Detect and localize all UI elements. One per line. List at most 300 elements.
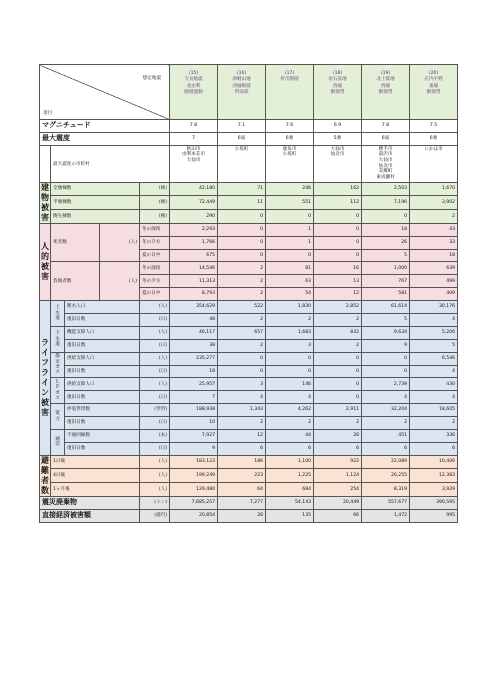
value-cell: 188,938 bbox=[170, 404, 218, 417]
value-cell: 1,225 bbox=[266, 469, 314, 483]
value-cell: 5 bbox=[362, 314, 410, 327]
value-cell: 5 bbox=[410, 339, 458, 352]
city-name: 美郷町 bbox=[378, 169, 393, 175]
value-cell: 162 bbox=[314, 182, 362, 196]
lifeline-subgroup-label: 電 力 bbox=[51, 404, 65, 430]
value-cell: 2 bbox=[314, 314, 362, 327]
table-row bbox=[40, 262, 458, 275]
city-name: 大仙市 bbox=[186, 157, 201, 163]
value-cell: 0 bbox=[218, 210, 266, 224]
value-cell: 499 bbox=[410, 275, 458, 288]
city-name: 横手市 bbox=[378, 146, 393, 152]
value-cell: 767 bbox=[362, 275, 410, 288]
value-cell: 81 bbox=[266, 262, 314, 275]
value-cell: 223 bbox=[218, 469, 266, 483]
value-cell: 4 bbox=[410, 391, 458, 404]
value-cell: 290 bbox=[170, 210, 218, 224]
value-cell: 7,277 bbox=[218, 496, 266, 509]
value-cell: 6 bbox=[362, 442, 410, 455]
scenario-header-line: (16) bbox=[236, 71, 247, 76]
value-cell: 832 bbox=[314, 326, 362, 339]
value-cell: 3 bbox=[218, 378, 266, 391]
item-label: 項目 bbox=[43, 110, 53, 116]
value-cell: 135 bbox=[266, 509, 314, 522]
scenario-header-line: 西縁 bbox=[332, 83, 343, 89]
value-cell: 4 bbox=[362, 391, 410, 404]
scenario-header-line: (15) bbox=[188, 71, 199, 76]
value-cell: 43 bbox=[410, 223, 458, 236]
value-cell: 1,000 bbox=[362, 262, 410, 275]
value-cell: 0 bbox=[362, 365, 410, 378]
table-row bbox=[40, 301, 458, 314]
value-cell: 1,343 bbox=[218, 404, 266, 417]
table-row bbox=[40, 326, 458, 339]
unit-label: (人) bbox=[140, 301, 170, 314]
value-cell: 26,255 bbox=[362, 469, 410, 483]
scenario-header-line: 帝石設地 bbox=[328, 77, 347, 83]
value-cell: 2 bbox=[218, 275, 266, 288]
value-cell: 146 bbox=[266, 378, 314, 391]
unit-label: (日) bbox=[140, 339, 170, 352]
unit-label: (人) bbox=[100, 223, 140, 262]
value-cell: 30,176 bbox=[410, 301, 458, 314]
value-cell: 28 bbox=[218, 509, 266, 522]
table-row bbox=[40, 365, 458, 378]
value-cell: 54,143 bbox=[266, 496, 314, 509]
city-name: 秋田市 bbox=[186, 146, 201, 152]
value-cell: 581 bbox=[362, 288, 410, 301]
city-name: 東成瀬村 bbox=[376, 174, 395, 180]
magnitude-value: 7.8 bbox=[170, 120, 218, 133]
value-cell: 4 bbox=[218, 391, 266, 404]
unit-label: (人) bbox=[140, 469, 170, 483]
value-cell: 1,766 bbox=[170, 236, 218, 249]
time-of-day-label: 冬の深夜 bbox=[140, 262, 170, 275]
table-row bbox=[40, 145, 458, 182]
value-cell: 336 bbox=[410, 430, 458, 443]
max-intensity-city-label: 最大震度の市町村 bbox=[51, 145, 170, 182]
unit-label: (人) bbox=[140, 483, 170, 497]
lifeline-subgroup-label: 下 水 道 bbox=[51, 326, 65, 352]
value-cell: 11 bbox=[218, 196, 266, 210]
unit-label: (日) bbox=[140, 314, 170, 327]
lifeline-row-label: 復旧日数 bbox=[65, 391, 140, 404]
magnitude-value: 7.1 bbox=[218, 120, 266, 133]
evacuees-group-label: 避 難 者 数 bbox=[41, 455, 49, 495]
value-cell: 26 bbox=[362, 236, 410, 249]
unit-label: (日) bbox=[140, 442, 170, 455]
value-cell: 0 bbox=[218, 223, 266, 236]
value-cell: 12,383 bbox=[410, 469, 458, 483]
value-cell: 1 bbox=[266, 223, 314, 236]
table-body bbox=[40, 65, 458, 523]
city-name: 小坂町 bbox=[282, 152, 297, 158]
human-row-label: 死者数 bbox=[51, 223, 100, 262]
value-cell: 2 bbox=[314, 417, 362, 430]
value-cell: 0 bbox=[314, 249, 362, 262]
value-cell: 199,249 bbox=[170, 469, 218, 483]
time-of-day-label: 夏の日中 bbox=[140, 249, 170, 262]
table-row bbox=[40, 65, 458, 120]
scenario-header-line: 北由利 bbox=[186, 83, 201, 89]
building-row-label: 全壊棟数 bbox=[51, 182, 140, 196]
value-cell: 11,313 bbox=[170, 275, 218, 288]
value-cell: 3,902 bbox=[410, 196, 458, 210]
scenario-header-line: 庄内平野 bbox=[424, 77, 443, 83]
value-cell: 0 bbox=[266, 352, 314, 365]
value-cell: 10 bbox=[170, 417, 218, 430]
city-name: 大仙市 bbox=[330, 146, 345, 152]
max-intensity-value: 6弱 bbox=[362, 133, 410, 145]
value-cell: 71 bbox=[218, 182, 266, 196]
value-cell: 129,480 bbox=[170, 483, 218, 497]
magnitude-value: 7.8 bbox=[362, 120, 410, 133]
evacuee-row-label: 4日後 bbox=[51, 469, 140, 483]
evacuee-row-label: 1日後 bbox=[51, 455, 140, 469]
unit-label: (棟) bbox=[140, 182, 170, 196]
value-cell: 7,685,257 bbox=[170, 496, 218, 509]
human-row-label: 負傷者数 bbox=[51, 262, 100, 301]
lifeline-row-label: 供給支障人口 bbox=[65, 378, 140, 391]
debris-label: 震災廃棄物 bbox=[40, 496, 140, 509]
value-cell: 5,206 bbox=[410, 326, 458, 339]
value-cell: 1,100 bbox=[266, 455, 314, 469]
unit-label: (日) bbox=[140, 391, 170, 404]
value-cell: 3,929 bbox=[410, 483, 458, 497]
table-row bbox=[40, 430, 458, 443]
unit-label: (人) bbox=[140, 326, 170, 339]
value-cell: 1,670 bbox=[410, 182, 458, 196]
value-cell: 1,683 bbox=[266, 326, 314, 339]
lifeline-row-label: 復旧日数 bbox=[65, 314, 140, 327]
scenario-header-line: 天長地震 bbox=[184, 77, 203, 83]
value-cell: 72,449 bbox=[170, 196, 218, 210]
value-cell: 9 bbox=[170, 442, 218, 455]
scenario-header bbox=[170, 65, 218, 120]
table-row bbox=[40, 509, 458, 522]
unit-label: (棟) bbox=[140, 196, 170, 210]
max-intensity-city-list bbox=[314, 145, 362, 182]
lifeline-row-label: 不通回線数 bbox=[65, 430, 140, 443]
value-cell: 18 bbox=[362, 223, 410, 236]
value-cell: 657 bbox=[218, 326, 266, 339]
value-cell: 44 bbox=[266, 430, 314, 443]
value-cell: 38 bbox=[170, 339, 218, 352]
value-cell: 409 bbox=[410, 288, 458, 301]
value-cell: 0 bbox=[314, 352, 362, 365]
unit-label: (人) bbox=[140, 455, 170, 469]
value-cell: 12 bbox=[314, 288, 362, 301]
value-cell: 2 bbox=[218, 314, 266, 327]
table-row bbox=[40, 483, 458, 497]
value-cell: 354,629 bbox=[170, 301, 218, 314]
value-cell: 28 bbox=[314, 430, 362, 443]
value-cell: 7,196 bbox=[362, 196, 410, 210]
human-damage-group-label: 人 的 被 害 bbox=[40, 223, 51, 300]
magnitude-value: 7.5 bbox=[410, 120, 458, 133]
value-cell: 0 bbox=[314, 365, 362, 378]
unit-label: (棟) bbox=[140, 210, 170, 224]
value-cell: 7 bbox=[170, 391, 218, 404]
lifeline-row-label: 復旧日数 bbox=[65, 417, 140, 430]
building-row-label: 焼失棟数 bbox=[51, 210, 140, 224]
lifeline-subgroup-label: 都 市 ガ ス bbox=[51, 352, 65, 378]
value-cell: 4 bbox=[410, 365, 458, 378]
scenario-header-line: (18) bbox=[332, 71, 343, 76]
value-cell: 2 bbox=[410, 210, 458, 224]
table-row bbox=[40, 133, 458, 145]
value-cell: 557,677 bbox=[362, 496, 410, 509]
lifeline-subgroup-label: Ｌ Ｐ ガ ス bbox=[51, 378, 65, 404]
lifeline-damage-group-label: ラ イ フ ラ イ ン 被 害 bbox=[40, 301, 51, 456]
city-name: 大仙市 bbox=[378, 157, 393, 163]
value-cell: 42,180 bbox=[170, 182, 218, 196]
value-cell: 6 bbox=[266, 442, 314, 455]
value-cell: 2 bbox=[218, 262, 266, 275]
building-row-label: 半壊棟数 bbox=[51, 196, 140, 210]
value-cell: 32,204 bbox=[362, 404, 410, 417]
value-cell: 675 bbox=[170, 249, 218, 262]
scenario-header bbox=[218, 65, 266, 120]
value-cell: 20,449 bbox=[314, 496, 362, 509]
scenario-header-line: 折爪断層 bbox=[280, 77, 299, 83]
value-cell: 6,546 bbox=[410, 352, 458, 365]
value-cell: 684 bbox=[266, 483, 314, 497]
value-cell: 0 bbox=[218, 236, 266, 249]
time-of-day-label: 冬の夕方 bbox=[140, 275, 170, 288]
scenario-header-line: (20) bbox=[428, 71, 439, 76]
value-cell: 46,117 bbox=[170, 326, 218, 339]
value-cell: 2 bbox=[314, 339, 362, 352]
value-cell: 7,927 bbox=[170, 430, 218, 443]
unit-label: (日) bbox=[140, 365, 170, 378]
value-cell: 8,319 bbox=[362, 483, 410, 497]
value-cell: 12 bbox=[218, 430, 266, 443]
max-intensity-city-list bbox=[266, 145, 314, 182]
table-row bbox=[40, 442, 458, 455]
lifeline-row-label: 停電世帯数 bbox=[65, 404, 140, 417]
value-cell: 0 bbox=[314, 223, 362, 236]
table-row bbox=[40, 417, 458, 430]
value-cell: 112 bbox=[314, 196, 362, 210]
value-cell: 451 bbox=[362, 430, 410, 443]
unit-label: (トン) bbox=[140, 496, 170, 509]
value-cell: 18,605 bbox=[410, 404, 458, 417]
damage-estimate-table bbox=[39, 64, 458, 523]
unit-label: (億円) bbox=[140, 509, 170, 522]
value-cell: 2,852 bbox=[314, 301, 362, 314]
value-cell: 61,614 bbox=[362, 301, 410, 314]
max-intensity-value: 7 bbox=[170, 133, 218, 145]
unit-label: (世帯) bbox=[140, 404, 170, 417]
scenario-header-line: 北上低地 bbox=[376, 77, 395, 83]
value-cell: 0 bbox=[314, 378, 362, 391]
value-cell: 0 bbox=[314, 210, 362, 224]
value-cell: 22,089 bbox=[362, 455, 410, 469]
value-cell: 2 bbox=[266, 314, 314, 327]
blank-cell bbox=[40, 145, 51, 182]
scenario-header-line: 津軽山地 bbox=[232, 77, 251, 83]
value-cell: 2,911 bbox=[314, 404, 362, 417]
value-cell: 9,634 bbox=[362, 326, 410, 339]
value-cell: 16 bbox=[314, 262, 362, 275]
table-row bbox=[40, 391, 458, 404]
max-intensity-value: 5強 bbox=[314, 133, 362, 145]
header-corner bbox=[40, 65, 170, 120]
value-cell: 1,830 bbox=[266, 301, 314, 314]
value-cell: 522 bbox=[218, 301, 266, 314]
value-cell: 10,406 bbox=[410, 455, 458, 469]
value-cell: 2,503 bbox=[362, 182, 410, 196]
unit-label: (人) bbox=[140, 378, 170, 391]
value-cell: 6 bbox=[314, 442, 362, 455]
city-name: 湯沢市 bbox=[378, 152, 393, 158]
value-cell: 0 bbox=[266, 249, 314, 262]
table-row bbox=[40, 210, 458, 224]
max-intensity-value: 6強 bbox=[266, 133, 314, 145]
scenario-header-line: (19) bbox=[380, 71, 391, 76]
city-name: 鹿角市 bbox=[282, 146, 297, 152]
time-of-day-label: 冬の深夜 bbox=[140, 223, 170, 236]
value-cell: 0 bbox=[266, 210, 314, 224]
value-cell: 63 bbox=[266, 275, 314, 288]
value-cell: 2 bbox=[218, 288, 266, 301]
value-cell: 2 bbox=[266, 417, 314, 430]
value-cell: 0 bbox=[362, 210, 410, 224]
economic-damage-label: 直接経済被害額 bbox=[40, 509, 140, 522]
table-row bbox=[40, 120, 458, 133]
city-name: にかほ市 bbox=[424, 146, 443, 152]
value-cell: 2,293 bbox=[170, 223, 218, 236]
value-cell: 6 bbox=[410, 442, 458, 455]
magnitude-value: 7.6 bbox=[266, 120, 314, 133]
scenario-header bbox=[410, 65, 458, 120]
scenario-header-line: 西縁 bbox=[380, 83, 391, 89]
value-cell: 66 bbox=[314, 509, 362, 522]
value-cell: 4 bbox=[410, 314, 458, 327]
city-name: 小坂町 bbox=[234, 146, 249, 152]
evacuee-row-label: 1ヶ月後 bbox=[51, 483, 140, 497]
value-cell: 390,595 bbox=[410, 496, 458, 509]
scenario-header-line: 断層帯 bbox=[330, 90, 345, 96]
value-cell: 0 bbox=[314, 236, 362, 249]
value-cell: 8,793 bbox=[170, 288, 218, 301]
value-cell: 246 bbox=[266, 182, 314, 196]
max-intensity-city-list bbox=[170, 145, 218, 182]
value-cell: 183,123 bbox=[170, 455, 218, 469]
value-cell: 639 bbox=[410, 262, 458, 275]
value-cell: 18 bbox=[410, 249, 458, 262]
table-row bbox=[40, 223, 458, 236]
value-cell: 0 bbox=[266, 365, 314, 378]
lifeline-row-label: 復旧日数 bbox=[65, 365, 140, 378]
value-cell: 0 bbox=[218, 352, 266, 365]
magnitude-label: マグニチュード bbox=[40, 120, 170, 133]
max-intensity-value: 6弱 bbox=[218, 133, 266, 145]
unit-label: (本) bbox=[140, 430, 170, 443]
value-cell: 1,472 bbox=[362, 509, 410, 522]
value-cell: 254 bbox=[314, 483, 362, 497]
scenario-header bbox=[314, 65, 362, 120]
value-cell: 0 bbox=[362, 352, 410, 365]
value-cell: 551 bbox=[266, 196, 314, 210]
unit-label: (日) bbox=[140, 417, 170, 430]
scenario-header bbox=[362, 65, 410, 120]
value-cell: 1 bbox=[266, 236, 314, 249]
value-cell: 18 bbox=[170, 365, 218, 378]
table-row bbox=[40, 455, 458, 469]
scenario-header-line: 断層運動 bbox=[184, 90, 203, 96]
scenario-header-line: 断層帯 bbox=[378, 90, 393, 96]
value-cell: 6 bbox=[218, 442, 266, 455]
value-cell: 2 bbox=[410, 417, 458, 430]
value-cell: 430 bbox=[410, 378, 458, 391]
table-row bbox=[40, 339, 458, 352]
value-cell: 0 bbox=[314, 391, 362, 404]
table-row bbox=[40, 352, 458, 365]
value-cell: 4,262 bbox=[266, 404, 314, 417]
building-damage-group-label: 建 物 被 害 bbox=[41, 182, 49, 222]
table-row bbox=[40, 378, 458, 391]
lifeline-subgroup-label: 通 信 bbox=[51, 430, 65, 456]
value-cell: 995 bbox=[410, 509, 458, 522]
scenario-header-line: 東縁 bbox=[428, 83, 439, 89]
table-row bbox=[40, 496, 458, 509]
lifeline-row-label: 断水人口 bbox=[65, 301, 140, 314]
max-intensity-value: 6強 bbox=[410, 133, 458, 145]
scenario-header-line: (17) bbox=[284, 71, 295, 76]
value-cell: 2 bbox=[362, 417, 410, 430]
value-cell: 33 bbox=[410, 236, 458, 249]
value-cell: 64 bbox=[218, 483, 266, 497]
value-cell: 2 bbox=[218, 417, 266, 430]
time-of-day-label: 夏の日中 bbox=[140, 288, 170, 301]
value-cell: 3 bbox=[266, 339, 314, 352]
scenario-header-line: 西縁断層 bbox=[232, 83, 251, 89]
max-intensity-city-list bbox=[410, 145, 458, 182]
value-cell: 186 bbox=[218, 455, 266, 469]
value-cell: 13 bbox=[314, 275, 362, 288]
assumed-earthquake-label: 想定地震 bbox=[142, 76, 162, 81]
value-cell: 14,546 bbox=[170, 262, 218, 275]
table-row bbox=[40, 314, 458, 327]
value-cell: 235,277 bbox=[170, 352, 218, 365]
table-row bbox=[40, 182, 458, 196]
time-of-day-label: 冬の夕方 bbox=[140, 236, 170, 249]
unit-label: (人) bbox=[140, 352, 170, 365]
value-cell: 2 bbox=[218, 339, 266, 352]
magnitude-value: 6.9 bbox=[314, 120, 362, 133]
value-cell: 48 bbox=[170, 314, 218, 327]
value-cell: 9 bbox=[362, 339, 410, 352]
city-name: 仙北市 bbox=[330, 152, 345, 158]
value-cell: 922 bbox=[314, 455, 362, 469]
value-cell: 20,854 bbox=[170, 509, 218, 522]
value-cell: 2,739 bbox=[362, 378, 410, 391]
lifeline-row-label: 復旧日数 bbox=[65, 442, 140, 455]
max-intensity-city-list bbox=[218, 145, 266, 182]
table-row bbox=[40, 404, 458, 417]
scenario-header-line: 断層帯 bbox=[426, 90, 441, 96]
max-intensity-label: 最大震度 bbox=[40, 133, 170, 145]
value-cell: 0 bbox=[218, 249, 266, 262]
value-cell: 25,957 bbox=[170, 378, 218, 391]
lifeline-row-label: 機能支障人口 bbox=[65, 326, 140, 339]
value-cell: 4 bbox=[266, 391, 314, 404]
scenario-header bbox=[266, 65, 314, 120]
city-name: 仙北市 bbox=[378, 163, 393, 169]
value-cell: 54 bbox=[266, 288, 314, 301]
